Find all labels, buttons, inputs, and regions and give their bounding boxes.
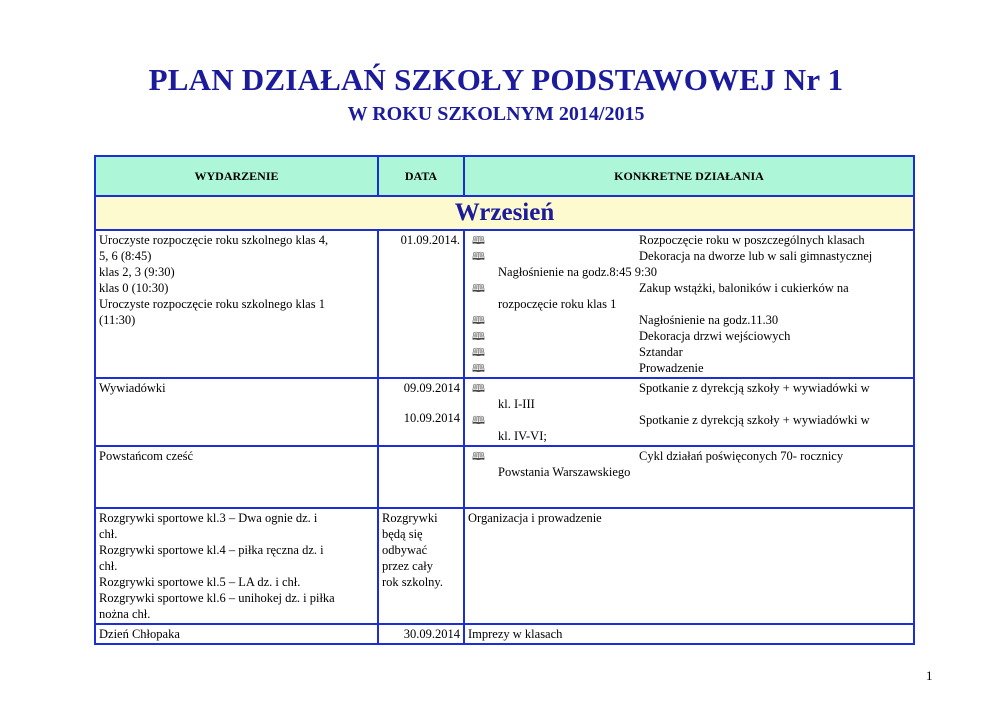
event-line: klas 2, 3 (9:30)	[99, 265, 175, 279]
event-line: (11:30)	[99, 313, 136, 327]
action-rest: kl. I-III	[498, 397, 535, 411]
action-item	[468, 380, 910, 412]
event-line: Dzień Chłopaka	[99, 627, 180, 641]
action-head: Cykl działań poświęconych 70- rocznicy	[639, 449, 844, 463]
date-line: 09.09.2014	[403, 381, 460, 395]
event-line: Uroczyste rozpoczęcie roku szkolnego klas 4,	[99, 233, 329, 247]
table-row	[95, 378, 914, 446]
date-line: rok szkolny.	[382, 575, 443, 589]
actions-cell	[464, 378, 914, 446]
document-subtitle: W ROKU SZKOLNYM 2014/2015	[347, 103, 645, 125]
book-icon: 🕮	[472, 234, 485, 247]
action-rest: kl. IV-VI;	[498, 429, 547, 443]
event-cell	[95, 378, 378, 446]
action-rest: Powstania Warszawskiego	[498, 465, 631, 479]
date-cell	[378, 624, 464, 644]
event-cell	[95, 446, 378, 508]
date-line: 01.09.2014.	[400, 233, 460, 247]
date-cell	[378, 378, 464, 446]
date-line: przez cały	[382, 559, 434, 573]
date-cell	[378, 230, 464, 378]
book-icon: 🕮	[472, 346, 485, 359]
date-line: 30.09.2014	[403, 627, 460, 641]
action-item	[468, 248, 910, 280]
header-row	[95, 156, 914, 196]
date-cell	[378, 508, 464, 624]
action-item	[468, 280, 910, 312]
table-row	[95, 508, 914, 624]
date-line: 10.09.2014	[403, 411, 460, 425]
action-head: Dekoracja drzwi wejściowych	[639, 329, 791, 343]
actions-cell	[464, 508, 914, 624]
book-icon: 🕮	[472, 362, 485, 375]
event-line: Wywiadówki	[99, 381, 166, 395]
table-row	[95, 230, 914, 378]
book-icon: 🕮	[472, 282, 485, 295]
date-line: Rozgrywki	[382, 511, 438, 525]
book-icon: 🕮	[472, 450, 485, 463]
action-head: Sztandar	[639, 345, 683, 359]
date-line: będą się	[382, 527, 423, 541]
action-item	[468, 344, 910, 360]
document-title: PLAN DZIAŁAŃ SZKOŁY PODSTAWOWEJ Nr 1	[148, 62, 844, 97]
action-head: Nagłośnienie na godz.11.30	[639, 313, 779, 327]
event-line: Powstańcom cześć	[99, 449, 194, 463]
event-line: chł.	[99, 527, 118, 541]
header-date: DATA	[378, 156, 464, 196]
action-text: Imprezy w klasach	[468, 627, 563, 641]
action-rest: Nagłośnienie na godz.8:45 9:30	[498, 265, 657, 279]
action-item	[468, 412, 910, 444]
event-line: 5, 6 (8:45)	[99, 249, 152, 263]
plan-table	[94, 155, 915, 645]
month-label: Wrzesień	[95, 196, 914, 230]
book-icon: 🕮	[472, 382, 485, 395]
event-line: chł.	[99, 559, 118, 573]
table-row	[95, 624, 914, 644]
event-cell	[95, 508, 378, 624]
event-line: Rozgrywki sportowe kl.4 – piłka ręczna dz. i	[99, 543, 324, 557]
action-item	[468, 360, 910, 376]
book-icon: 🕮	[472, 330, 485, 343]
month-row	[95, 196, 914, 230]
book-icon: 🕮	[472, 314, 485, 327]
event-line: klas 0 (10:30)	[99, 281, 169, 295]
action-item	[468, 232, 910, 248]
date-cell	[378, 446, 464, 508]
action-head: Zakup wstążki, baloników i cukierków na	[639, 281, 849, 295]
event-line: Rozgrywki sportowe kl.6 – unihokej dz. i piłka	[99, 591, 335, 605]
event-cell	[95, 624, 378, 644]
action-head: Spotkanie z dyrekcją szkoły + wywiadówki w	[639, 381, 870, 395]
header-event: WYDARZENIE	[95, 156, 378, 196]
date-line: odbywać	[382, 543, 428, 557]
actions-cell	[464, 446, 914, 508]
event-line: Uroczyste rozpoczęcie roku szkolnego klas 1	[99, 297, 325, 311]
header-actions: KONKRETNE DZIAŁANIA	[464, 156, 914, 196]
action-head: Rozpoczęcie roku w poszczególnych klasach	[639, 233, 865, 247]
actions-cell	[464, 624, 914, 644]
event-line: Rozgrywki sportowe kl.5 – LA dz. i chł.	[99, 575, 301, 589]
action-item	[468, 312, 910, 328]
event-line: Rozgrywki sportowe kl.3 – Dwa ognie dz. i	[99, 511, 318, 525]
page-number: 1	[926, 668, 933, 683]
action-rest: rozpoczęcie roku klas 1	[498, 297, 617, 311]
book-icon: 🕮	[472, 250, 485, 263]
action-item	[468, 448, 910, 480]
action-head: Spotkanie z dyrekcją szkoły + wywiadówki w	[639, 413, 870, 427]
action-head: Prowadzenie	[639, 361, 704, 375]
actions-cell	[464, 230, 914, 378]
action-text: Organizacja i prowadzenie	[468, 511, 602, 525]
date-spacer	[382, 396, 460, 410]
event-cell	[95, 230, 378, 378]
action-head: Dekoracja na dworze lub w sali gimnastycznej	[639, 249, 873, 263]
table-row	[95, 446, 914, 508]
book-icon: 🕮	[472, 414, 485, 427]
event-line: nożna chł.	[99, 607, 151, 621]
action-item	[468, 328, 910, 344]
